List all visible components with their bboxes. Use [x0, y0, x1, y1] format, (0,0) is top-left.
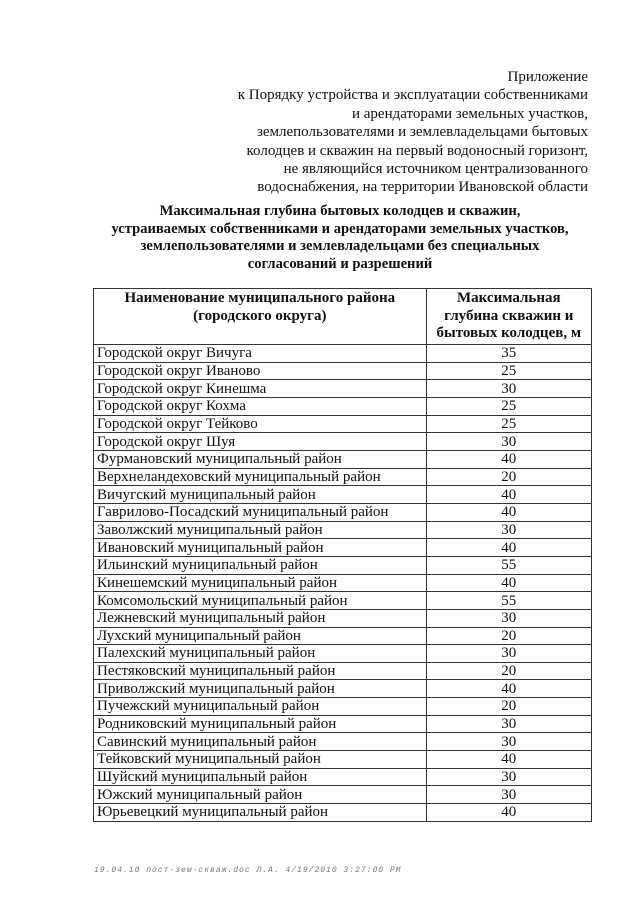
table-row	[94, 592, 592, 610]
table-row	[94, 397, 592, 415]
depth-table	[93, 288, 592, 822]
district-name-cell: Тейковский муниципальный район	[94, 751, 427, 769]
table-row	[94, 751, 592, 769]
max-depth-cell: 30	[426, 380, 591, 398]
header-line: бытовых колодцев, м	[436, 325, 582, 341]
table-row	[94, 627, 592, 645]
table-row	[94, 609, 592, 627]
document-title	[90, 203, 590, 273]
annex-line: и арендаторами земельных участков,	[352, 105, 588, 122]
column-header-name	[94, 289, 427, 345]
max-depth-cell: 40	[426, 539, 591, 557]
max-depth-cell: 30	[426, 609, 591, 627]
max-depth-cell: 40	[426, 574, 591, 592]
annex-line: к Порядку устройства и эксплуатации собственниками	[237, 87, 588, 104]
annex-line: водоснабжения, на территории Ивановской области	[257, 179, 588, 196]
table-row	[94, 768, 592, 786]
document-footer: 19.04.10 пост-зем-скваж.doc Л.А. 4/19/2010 3:27:00 PM	[94, 866, 402, 875]
max-depth-cell: 40	[426, 503, 591, 521]
max-depth-cell: 30	[426, 733, 591, 751]
district-name-cell: Гаврилово-Посадский муниципальный район	[94, 503, 427, 521]
district-name-cell: Ивановский муниципальный район	[94, 539, 427, 557]
max-depth-cell: 30	[426, 433, 591, 451]
table-row	[94, 380, 592, 398]
max-depth-cell: 40	[426, 804, 591, 822]
district-name-cell: Городской округ Кинешма	[94, 380, 427, 398]
table-header-row	[94, 289, 592, 345]
annex-header	[168, 68, 588, 197]
max-depth-cell: 55	[426, 556, 591, 574]
district-name-cell: Юрьевецкий муниципальный район	[94, 804, 427, 822]
max-depth-cell: 20	[426, 698, 591, 716]
district-name-cell: Городской округ Вичуга	[94, 345, 427, 363]
table-row	[94, 433, 592, 451]
max-depth-cell: 40	[426, 751, 591, 769]
district-name-cell: Фурмановский муниципальный район	[94, 450, 427, 468]
max-depth-cell: 30	[426, 521, 591, 539]
district-name-cell: Савинский муниципальный район	[94, 733, 427, 751]
header-line: Максимальная	[457, 290, 561, 306]
max-depth-cell: 20	[426, 468, 591, 486]
table-row	[94, 733, 592, 751]
header-line: (городского округа)	[193, 307, 327, 324]
table-row	[94, 345, 592, 363]
district-name-cell: Городской округ Шуя	[94, 433, 427, 451]
district-name-cell: Лежневский муниципальный район	[94, 609, 427, 627]
max-depth-cell: 30	[426, 768, 591, 786]
max-depth-cell: 20	[426, 627, 591, 645]
district-name-cell: Шуйский муниципальный район	[94, 768, 427, 786]
table-row	[94, 468, 592, 486]
district-name-cell: Верхнеландеховский муниципальный район	[94, 468, 427, 486]
table-row	[94, 415, 592, 433]
annex-line: землепользователями и землевладельцами бытовых	[256, 124, 588, 141]
max-depth-cell: 30	[426, 645, 591, 663]
table-row	[94, 486, 592, 504]
table-row	[94, 715, 592, 733]
max-depth-cell: 30	[426, 715, 591, 733]
table-row	[94, 556, 592, 574]
table-row	[94, 662, 592, 680]
district-name-cell: Кинешемский муниципальный район	[94, 574, 427, 592]
district-name-cell: Городской округ Иваново	[94, 362, 427, 380]
table-row	[94, 521, 592, 539]
table-row	[94, 804, 592, 822]
table-row	[94, 450, 592, 468]
district-name-cell: Приволжский муниципальный район	[94, 680, 427, 698]
district-name-cell: Вичугский муниципальный район	[94, 486, 427, 504]
column-header-depth	[426, 289, 591, 345]
district-name-cell: Родниковский муниципальный район	[94, 715, 427, 733]
max-depth-cell: 25	[426, 397, 591, 415]
district-name-cell: Заволжский муниципальный район	[94, 521, 427, 539]
title-line: Максимальная глубина бытовых колодцев и скважин,	[159, 203, 521, 219]
max-depth-cell: 40	[426, 450, 591, 468]
table-row	[94, 574, 592, 592]
district-name-cell: Городской округ Кохма	[94, 397, 427, 415]
max-depth-cell: 40	[426, 680, 591, 698]
max-depth-cell: 30	[426, 786, 591, 804]
max-depth-cell: 35	[426, 345, 591, 363]
table-row	[94, 786, 592, 804]
district-name-cell: Пестяковский муниципальный район	[94, 662, 427, 680]
table-row	[94, 539, 592, 557]
max-depth-cell: 20	[426, 662, 591, 680]
district-name-cell: Южский муниципальный район	[94, 786, 427, 804]
table-row	[94, 680, 592, 698]
title-line: согласований и разрешений	[247, 255, 433, 272]
table-body	[94, 345, 592, 822]
annex-line: Приложение	[507, 69, 588, 85]
max-depth-cell: 25	[426, 415, 591, 433]
header-line: Наименование муниципального района	[124, 290, 396, 306]
district-name-cell: Городской округ Тейково	[94, 415, 427, 433]
header-line: глубина скважин и	[444, 307, 574, 324]
table-row	[94, 698, 592, 716]
table-row	[94, 645, 592, 663]
district-name-cell: Комсомольский муниципальный район	[94, 592, 427, 610]
district-name-cell: Лухский муниципальный район	[94, 627, 427, 645]
title-line: землепользователями и землевладельцами без специальных	[140, 238, 540, 255]
annex-line: колодцев и скважин на первый водоносный горизонт,	[246, 142, 588, 159]
max-depth-cell: 25	[426, 362, 591, 380]
max-depth-cell: 40	[426, 486, 591, 504]
district-name-cell: Палехский муниципальный район	[94, 645, 427, 663]
annex-line: не являющийся источником централизованного	[283, 161, 588, 178]
title-line: устраиваемых собственниками и арендаторами земельных участков,	[111, 220, 569, 237]
district-name-cell: Пучежский муниципальный район	[94, 698, 427, 716]
table-row	[94, 362, 592, 380]
table-row	[94, 503, 592, 521]
district-name-cell: Ильинский муниципальный район	[94, 556, 427, 574]
max-depth-cell: 55	[426, 592, 591, 610]
